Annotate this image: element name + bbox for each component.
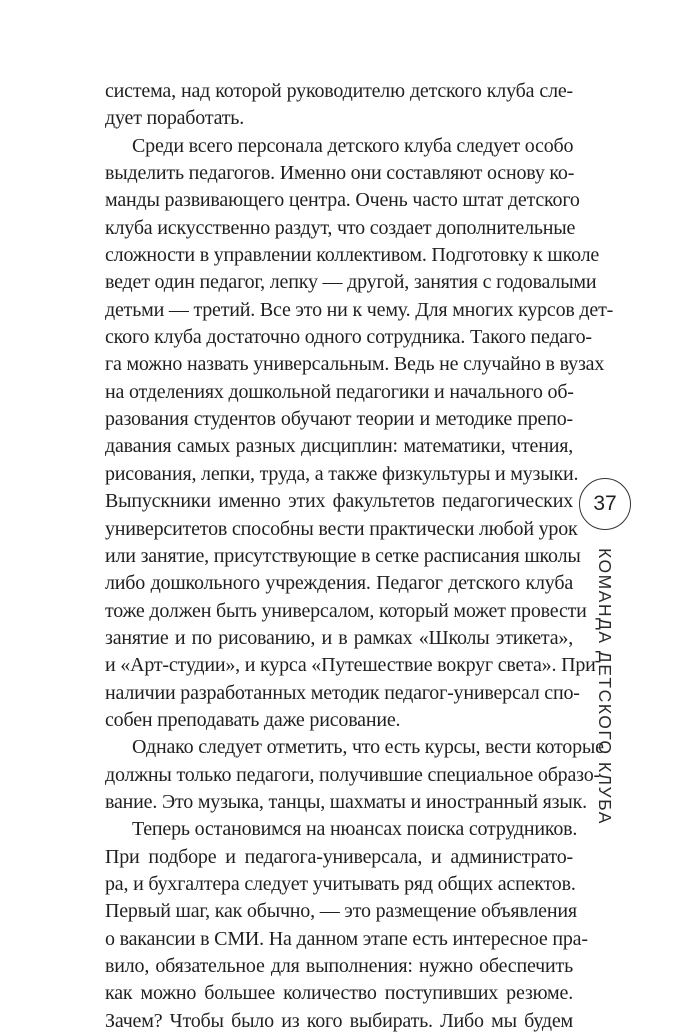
text-line: наличии разработанных методик педагог-универсал спо-	[105, 681, 580, 704]
text-line: тоже должен быть универсалом, который может провести	[105, 599, 587, 622]
text-line: Выпускники именно этих факультетов педагогических	[105, 490, 573, 513]
text-line: Первый шаг, как обычно, — это размещение объявления	[105, 900, 577, 923]
paragraph-end-line: вание. Это музыка, танцы, шахматы и иностранный язык.	[105, 790, 587, 813]
text-line: ведет один педагог, лепку — другой, занятия с годовалыми	[105, 271, 597, 294]
text-line: как можно большее количество поступивших резюме.	[105, 982, 573, 1005]
text-line: о вакансии в СМИ. На данном этапе есть интересное пра-	[105, 927, 588, 950]
text-line: и «Арт-студии», и курса «Путешествие вокруг света». При	[105, 654, 596, 677]
paragraph-start-line: Среди всего персонала детского клуба следует особо	[132, 134, 574, 157]
running-head-chapter-title: КОМАНДА ДЕТСКОГО КЛУБА	[595, 548, 615, 825]
text-line: рисования, лепки, труда, а также физкультуры и музыки.	[105, 462, 579, 485]
text-line: занятие и по рисованию, и в рамках «Школы этикета»,	[105, 626, 573, 649]
paragraph-start-line: Теперь остановимся на нюансах поиска сотрудников.	[132, 818, 578, 841]
text-line: Зачем? Чтобы было из кого выбирать. Либо мы будем	[105, 1009, 573, 1032]
paragraph-end-line: дует поработать.	[105, 107, 245, 130]
text-line: на отделениях дошкольной педагогики и начального об-	[105, 380, 574, 403]
text-line: ского клуба достаточно одного сотрудника. Такого педаго-	[105, 326, 592, 349]
page-number: 37	[579, 478, 631, 530]
text-line: клуба искусственно раздут, что создает дополнительные	[105, 216, 576, 239]
text-line: или занятие, присутствующие в сетке расписания школы	[105, 544, 581, 567]
text-line: При подборе и педагога-универсала, и администрато-	[105, 845, 573, 868]
text-line: сложности в управлении коллективом. Подготовку к школе	[105, 244, 600, 267]
text-line: га можно назвать универсальным. Ведь не случайно в вузах	[105, 353, 605, 376]
text-line: университетов способны вести практически любой урок	[105, 517, 578, 540]
text-line: давания самых разных дисциплин: математики, чтения,	[105, 435, 573, 458]
text-line: ра, и бухгалтера следует учитывать ряд общих аспектов.	[105, 872, 576, 895]
text-line: манды развивающего центра. Очень часто штат детского	[105, 189, 580, 212]
text-line: вило, обязательное для выполнения: нужно обеспечить	[105, 955, 573, 977]
text-line: либо дошкольного учреждения. Педагог детского клуба	[105, 572, 573, 595]
text-line: детьми — третий. Все это ни к чему. Для многих курсов дет-	[105, 298, 614, 321]
paragraph-start-line: Однако следует отметить, что есть курсы, вести которые	[132, 736, 604, 759]
paragraph-end-line: собен преподавать даже рисование.	[105, 708, 401, 731]
text-line: разования студентов обучают теории и методике препо-	[105, 408, 573, 431]
text-line: должны только педагоги, получившие специальное образо-	[105, 763, 600, 786]
text-line: выделить педагогов. Именно они составляют основу ко-	[105, 162, 575, 185]
text-line: система, над которой руководителю детского клуба сле-	[105, 80, 573, 102]
